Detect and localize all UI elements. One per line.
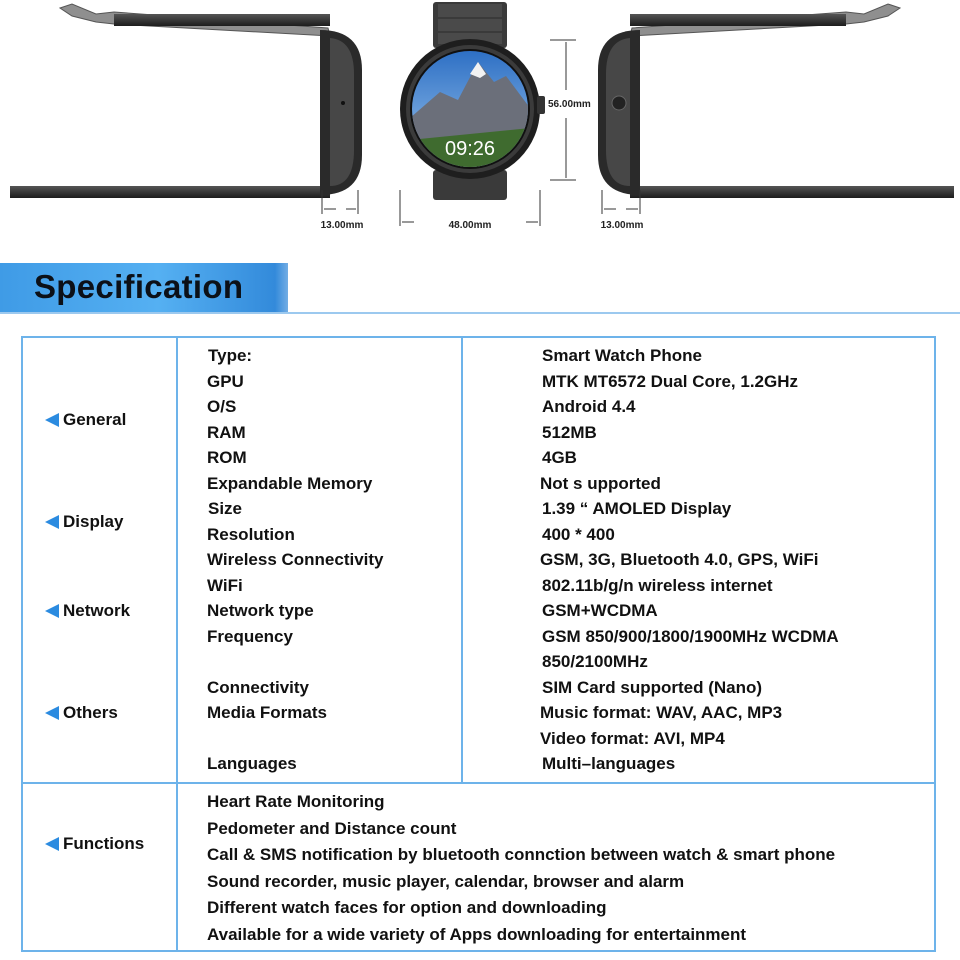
left-triangle-icon	[45, 837, 59, 851]
category-general	[45, 409, 126, 431]
spec-value: Android 4.4	[542, 397, 636, 416]
spec-value: Music format: WAV, AAC, MP3	[540, 703, 783, 722]
function-item: Available for a wide variety of Apps downloading for entertainment	[207, 925, 747, 944]
spec-value: MTK MT6572 Dual Core, 1.2GHz	[542, 372, 799, 391]
spec-label: Media Formats	[207, 703, 327, 722]
spec-label: Size	[208, 499, 243, 518]
spec-label: O/S	[207, 397, 237, 416]
table-divider-vertical-1	[176, 338, 178, 950]
right-side-view	[598, 4, 954, 198]
specification-table	[21, 336, 936, 952]
spec-label: Languages	[207, 754, 297, 773]
spec-value: SIM Card supported (Nano)	[542, 678, 763, 697]
category-label: Functions	[63, 834, 145, 853]
category-label: Others	[63, 703, 118, 722]
spec-label: Connectivity	[207, 678, 310, 697]
spec-label: WiFi	[207, 576, 243, 595]
category-functions	[45, 833, 144, 855]
category-label: Network	[63, 601, 131, 620]
spec-value: GSM, 3G, Bluetooth 4.0, GPS, WiFi	[540, 550, 819, 569]
watch-time-display: 09:26	[444, 138, 496, 160]
function-item: Sound recorder, music player, calendar, browser and alarm	[207, 872, 685, 891]
spec-label: Type:	[208, 346, 253, 365]
left-side-view	[10, 4, 362, 198]
left-triangle-icon	[45, 515, 59, 529]
spec-value: Smart Watch Phone	[542, 346, 702, 365]
spec-label: Network type	[207, 601, 314, 620]
specification-banner	[0, 263, 288, 313]
spec-label: RAM	[207, 423, 246, 442]
spec-value: Not s upported	[540, 474, 661, 493]
spec-label: Wireless Connectivity	[207, 550, 384, 569]
function-item: Pedometer and Distance count	[207, 819, 457, 838]
spec-value-continued: Video format: AVI, MP4	[540, 729, 725, 748]
left-triangle-icon	[45, 604, 59, 618]
spec-label: Resolution	[207, 525, 295, 544]
watch-views-svg	[0, 0, 960, 240]
spec-value: Multi–languages	[542, 754, 676, 773]
spec-value: 1.39 “ AMOLED Display	[542, 499, 732, 518]
product-dimension-illustration	[0, 0, 960, 240]
front-width-label: 48.00mm	[448, 220, 492, 231]
table-divider-vertical-2	[461, 338, 463, 784]
right-width-label: 13.00mm	[600, 220, 644, 231]
function-item: Different watch faces for option and downloading	[207, 898, 607, 917]
spec-label: Frequency	[207, 627, 293, 646]
category-others	[45, 702, 118, 724]
left-width-label: 13.00mm	[320, 220, 364, 231]
category-display	[45, 511, 123, 533]
front-height-label: 56.00mm	[548, 99, 591, 110]
specification-title: Specification	[34, 268, 244, 305]
left-triangle-icon	[45, 413, 59, 427]
spec-value-continued: 850/2100MHz	[542, 652, 648, 671]
category-label: General	[63, 410, 127, 429]
table-divider-horizontal	[23, 782, 934, 784]
spec-label: ROM	[207, 448, 247, 467]
spec-value: 512MB	[542, 423, 597, 442]
spec-value: 802.11b/g/n wireless internet	[542, 576, 773, 595]
spec-value: GSM+WCDMA	[542, 601, 658, 620]
spec-value: 400 * 400	[542, 525, 615, 544]
function-item: Heart Rate Monitoring	[207, 792, 385, 811]
spec-label: GPU	[207, 372, 244, 391]
front-view	[400, 2, 545, 200]
function-item: Call & SMS notification by bluetooth connction between watch & smart phone	[207, 845, 836, 864]
left-triangle-icon	[45, 706, 59, 720]
spec-value: 4GB	[542, 448, 577, 467]
banner-divider	[0, 312, 960, 314]
spec-label: Expandable Memory	[207, 474, 373, 493]
spec-value: GSM 850/900/1800/1900MHz WCDMA	[542, 627, 839, 646]
category-network	[45, 600, 130, 622]
category-label: Display	[63, 512, 124, 531]
